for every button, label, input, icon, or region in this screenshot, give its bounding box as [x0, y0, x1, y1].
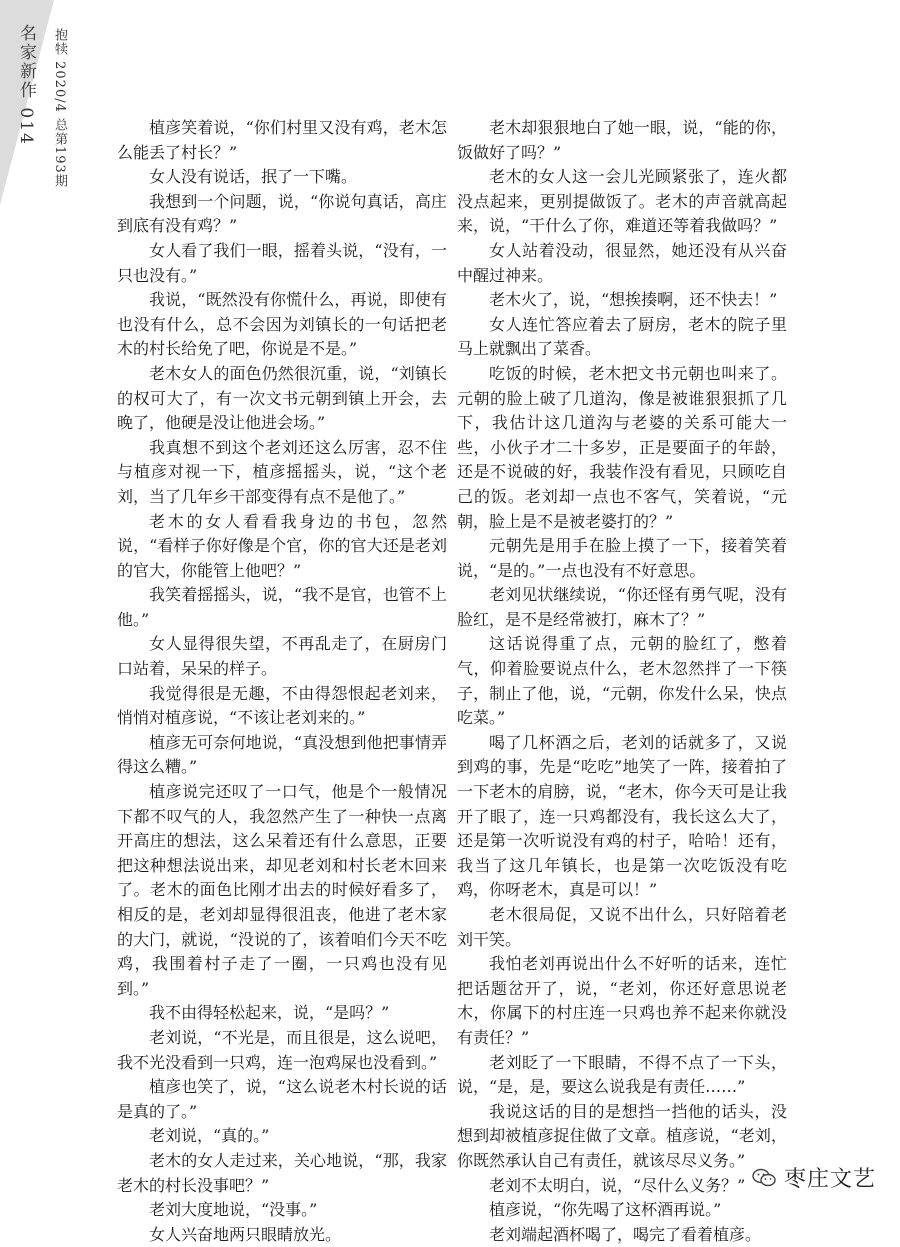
issue-label: 抱犊 2020/4 总第193期: [52, 28, 67, 188]
paragraph: 老刘不太明白，说，“尽什么义务？”: [489, 1175, 746, 1195]
paragraph: 老木火了，说，“想挨揍啊，还不快去！”: [489, 290, 778, 310]
paragraph: 喝了几杯酒之后，老刘的话就多了，又说到鸡的事，先是“吃吃”地笑了一阵，接着拍了一下老木的肩膀，说，“老木，你今天可是让我开了眼了，连一只鸡都没有，我长这么大了，还是第一次听说没有鸡的村子，哈哈！还有，我当了这几年镇长，也是第一次吃饭没有吃鸡，你呀老木，真是可以！”: [457, 732, 787, 900]
paragraph: 我真想不到这个老刘还这么厉害，忍不住与植彦对视一下，植彦摇摇头，说，“这个老刘，当了几年乡干部变得有点不是他了。”: [117, 437, 447, 506]
paragraph: 我怕老刘再说出什么不好听的话来，连忙把话题岔开了，说，“老刘，你还好意思说老木，你属下的村庄连一只鸡也养不起来你就没有责任？”: [457, 954, 787, 1047]
paragraph: 老刘眨了一下眼睛，不得不点了一下头，说，“是，是，要这么说我是有责任……”: [457, 1052, 787, 1097]
section-label: 名家新作 014: [16, 24, 36, 146]
paragraph: 老木很局促，又说不出什么，只好陪着老刘干笑。: [457, 905, 787, 949]
watermark: [752, 1162, 876, 1193]
paragraph: 老刘大度地说，“没事。”: [149, 1200, 318, 1220]
paragraph: 元朝先是用手在脸上摸了一下，接着笑着说，“是的。”一点也没有不好意思。: [457, 536, 787, 580]
paragraph: 老刘说，“不光是，而且很是，这么说吧，我不光没看到一只鸡，连一泡鸡屎也没看到。”: [117, 1027, 447, 1072]
paragraph: 老刘说，“真的。”: [149, 1126, 270, 1146]
right-column: [457, 116, 787, 1247]
paragraph: 老木却狠狠地白了她一眼，说，“能的你，饭做好了吗？”: [457, 118, 787, 162]
paragraph: 女人连忙答应着去了厨房，老木的院子里马上就飘出了菜香。: [457, 314, 787, 359]
paragraph: 我不由得轻松起来，说，“是吗？”: [149, 1003, 390, 1023]
paragraph: 我说，“既然没有你慌什么，再说，即使有也没有什么，总不会因为刘镇长的一句话把老木的村长给免了吧，你说是不是。”: [117, 290, 447, 359]
paragraph: 植彦说，“你先喝了这杯酒再说。”: [489, 1200, 722, 1220]
paragraph: 老木的女人看看我身边的书包，忽然说，“看样子你好像是个官，你的官大还是老刘的官大，你能管上他吧？”: [117, 511, 447, 580]
paragraph: 植彦也笑了，说，“这么说老木村长说的话是真的了。”: [117, 1077, 447, 1121]
paragraph: 老木的女人走过来，关心地说，“那，我家老木的村长没事吧？”: [117, 1150, 447, 1195]
paragraph: 女人显得很失望，不再乱走了，在厨房门口站着，呆呆的样子。: [117, 634, 447, 679]
paragraph: 老刘端起酒杯喝了，喝完了看着植彦。: [489, 1224, 762, 1244]
paragraph: 我觉得很是无趣，不由得怨恨起老刘来，悄悄对植彦说，“不该让老刘来的。”: [117, 683, 447, 728]
paragraph: 我想到一个问题，说，“你说句真话，高庄到底有没有鸡？”: [117, 191, 447, 236]
paragraph: 吃饭的时候，老木把文书元朝也叫来了。元朝的脸上破了几道沟，像是被谁狠狠抓了几下，我估计这几道沟与老婆的关系可能大一些，小伙子才二十多岁，正是要面子的年龄，还是不说破的好，我装作没有看见，只顾吃自己的饭。老刘却一点也不客气，笑着说，“元朝，脸上是不是被老婆打的？”: [457, 363, 787, 531]
paragraph: 老刘见状继续说，“你还怪有勇气呢，没有脸红，是不是经常被打，麻木了？”: [457, 585, 787, 629]
paragraph: 这话说得重了点，元朝的脸红了，憋着气，仰着脸要说点什么，老木忽然拌了一下筷子，制止了他，说，“元朝，你发什么呆，快点吃菜。”: [457, 634, 787, 728]
paragraph: 植彦笑着说，“你们村里又没有鸡，老木怎么能丢了村长？”: [117, 118, 447, 162]
wechat-icon: [752, 1168, 776, 1188]
paragraph: 老木的女人这一会儿光顾紧张了，连火都没点起来，更别提做饭了。老木的声音就高起来，说，“干什么了你，难道还等着我做吗？”: [457, 167, 787, 236]
paragraph: 女人兴奋地两只眼睛放光。: [149, 1224, 342, 1244]
paragraph: 老木女人的面色仍然很沉重，说，“刘镇长的权可大了，有一次文书元朝到镇上开会，去晚了，他硬是没让他进会场。”: [117, 363, 447, 433]
paragraph: 植彦无可奈何地说，“真没想到他把事情弄得这么糟。”: [117, 732, 447, 777]
paragraph: 女人站着没动，很显然，她还没有从兴奋中醒过神来。: [457, 240, 787, 285]
paragraph: 我说这话的目的是想挡一挡他的话头，没想到却被植彦捉住做了文章。植彦说，“老刘，你既然承认自己有责任，就该尽尽义务。”: [457, 1101, 787, 1170]
paragraph: 女人看了我们一眼，摇着头说，“没有，一只也没有。”: [117, 240, 447, 285]
paragraph: 植彦说完还叹了一口气，他是个一般情况下都不叹气的人，我忽然产生了一种快一点离开高庄的想法，这么呆着还有什么意思，正要把这种想法说出来，却见老刘和村长老木回来了。老木的面色比刚才出去的时候好看多了，相反的是，老刘却显得很沮丧，他进了老木家的大门，就说，“没说的了，该着咱们今天不吃鸡，我围着村子走了一圈，一只鸡也没有见到。”: [117, 782, 447, 998]
paragraph: 女人没有说话，抿了一下嘴。: [149, 167, 358, 187]
paragraph: 我笑着摇摇头，说，“我不是官，也管不上他。”: [117, 585, 447, 629]
watermark-text: 枣庄文艺: [784, 1167, 877, 1192]
left-column: [117, 116, 447, 1247]
